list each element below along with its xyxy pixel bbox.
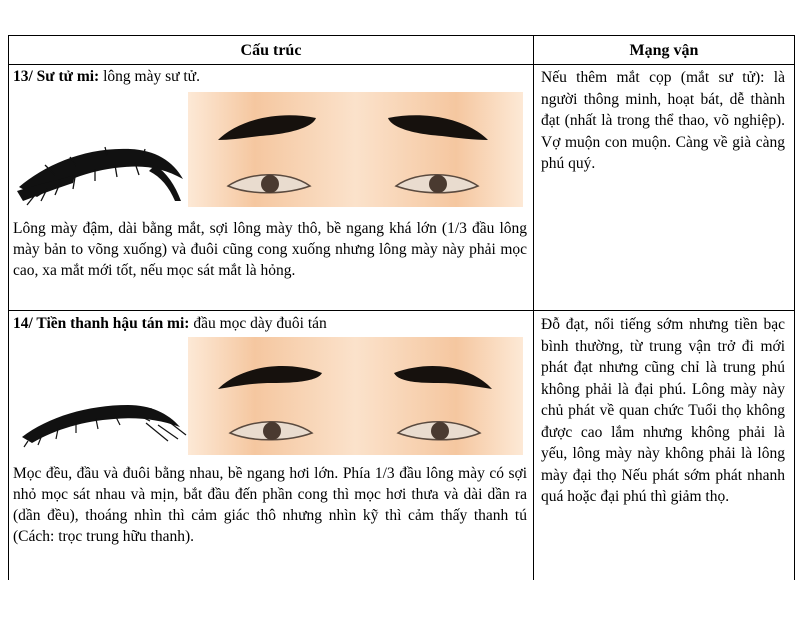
row14-description: Mọc đều, đầu và đuôi bằng nhau, bề ngang hơi lớn. Phía 1/3 đầu lông mày có sợi nhỏ mọc sát nhau và mịn, bắt đầu đến phần cong thì mọc hơi thưa và dài dần ra (dần đều), thoáng nhìn thì cảm giác thô nhưng nhìn kỹ thì cảm thấy thanh tú (Cách: trọc trung hữu thanh). (13, 465, 527, 545)
row14-title-rest: đầu mọc dày đuôi tán (189, 315, 327, 332)
row13-eyes-photo (188, 92, 523, 207)
row13-title-rest: lông mày sư tử. (99, 68, 200, 85)
row13-title-bold: 13/ Sư tử mi: (13, 68, 100, 85)
row14-brow-sketch (18, 395, 188, 450)
row-divider (8, 310, 795, 311)
row13-description: Lông mày đậm, dài bằng mắt, sợi lông mày thô, bề ngang khá lớn (1/3 đầu lông mày bản to võng xuống) và đuôi cũng cong xuống nhưng lông mày này phải mọc cao, xa mắt mới tốt, nếu mọc sát mắt là hỏng. (13, 220, 527, 279)
column-divider (533, 35, 534, 580)
row14-fate: Đỗ đạt, nổi tiếng sớm nhưng tiền bạc bình thường, từ trung vận trở đi mới phát đạt nhưng cũng chỉ là trung phú không phải là đại phú. Lông mày này chủ phát về quan chức Tuổi thọ không được cao lắm nhưng không phải là yếu, lông mày này không phải là lông mày đại thọ Nếu phát sớm phát nhanh quá hoặc đại phú thì giảm thọ. (541, 316, 785, 505)
row14-title (13, 314, 433, 334)
header-fate: Mạng vận (629, 42, 699, 59)
table-right-border (794, 35, 795, 580)
row13-fate: Nếu thêm mắt cọp (mắt sư tử): là người thông minh, hoạt bát, dễ thành đạt (nhất là trong thể thao, võ nghiệp). Vợ muộn con muộn. Càng về già càng phú quý. (541, 69, 785, 172)
row13-title (13, 67, 413, 87)
table-left-border (8, 35, 9, 580)
row14-eyes-photo (188, 337, 523, 455)
header-structure: Cấu trúc (240, 42, 302, 59)
table-top-border (8, 35, 795, 36)
row13-brow-sketch (15, 135, 187, 210)
header-bottom-border (8, 64, 795, 65)
row14-title-bold: 14/ Tiền thanh hậu tán mi: (13, 315, 190, 332)
